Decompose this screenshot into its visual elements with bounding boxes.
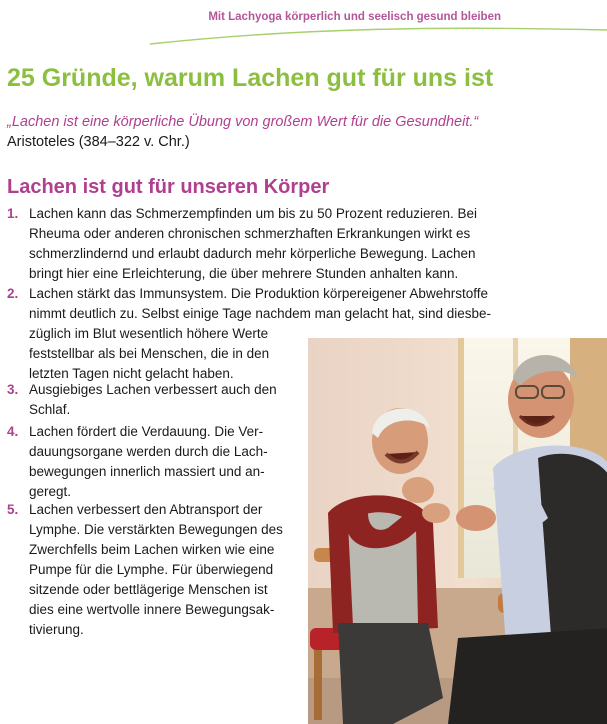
quote-author: Aristoteles (384–322 v. Chr.) [7,134,190,150]
list-number: 4. [7,424,19,439]
list-line: Ausgiebiges Lachen verbessert auch den [29,382,277,397]
list-line: bewegungen innerlich massiert und an- [29,464,265,479]
list-line: dies eine wertvolle innere Bewegungsak- [29,602,275,617]
list-line: dauungsorgane werden durch die Lach- [29,444,268,459]
list-line: geregt. [29,484,72,499]
list-line: Pumpe für die Lymphe. Für überwiegend [29,562,274,577]
list-line: feststellbar als bei Menschen, die in den [29,346,270,361]
quote: „Lachen ist eine körperliche Übung von großem Wert für die Gesundheit.“ [7,114,479,130]
list-number: 1. [7,206,19,221]
list-number: 3. [7,382,19,397]
list-number: 5. [7,502,19,517]
list-line: schmerzlindernd und erlaubt dadurch mehr körperliche Bewegung. Lachen [29,246,476,261]
list-line: Schlaf. [29,402,71,417]
list-line: Zwerchfells beim Lachen wirken wie eine [29,542,275,557]
list-line: Lachen fördert die Verdauung. Die Ver- [29,424,264,439]
photo-laughing-seniors [304,334,607,724]
list-line: Lachen verbessert den Abtransport der [29,502,263,517]
header-decorative-curve [0,0,607,50]
section-heading: Lachen ist gut für unseren Körper [7,176,330,198]
running-head: Mit Lachyoga körperlich und seelisch gesund bleiben [208,11,501,23]
list-line: Lachen kann das Schmerzempfinden um bis zu 50 Prozent reduzieren. Bei [29,206,478,221]
list-line: bringt hier eine Erleichterung, die über mehrere Stunden anhalten kann. [29,266,459,281]
list-line: tivierung. [29,622,84,637]
list-line: Lymphe. Die verstärkten Bewegungen des [29,522,283,537]
list-line: sitzende oder bettlägerige Menschen ist [29,582,268,597]
list-line: letzten Tagen nicht gelacht haben. [29,366,234,381]
list-number: 2. [7,286,19,301]
list-line: züglich im Blut wesentlich höhere Werte [29,326,269,341]
list-line: nimmt deutlich zu. Selbst einige Tage nachdem man gelacht hat, sind diesbe- [29,306,492,321]
page-title: 25 Gründe, warum Lachen gut für uns ist [7,64,494,92]
list-line: Rheuma oder anderen chronischen schmerzhaften Erkrankungen wirkt es [29,226,471,241]
list-line: Lachen stärkt das Immunsystem. Die Produktion körpereigener Abwehrstoffe [29,286,488,301]
